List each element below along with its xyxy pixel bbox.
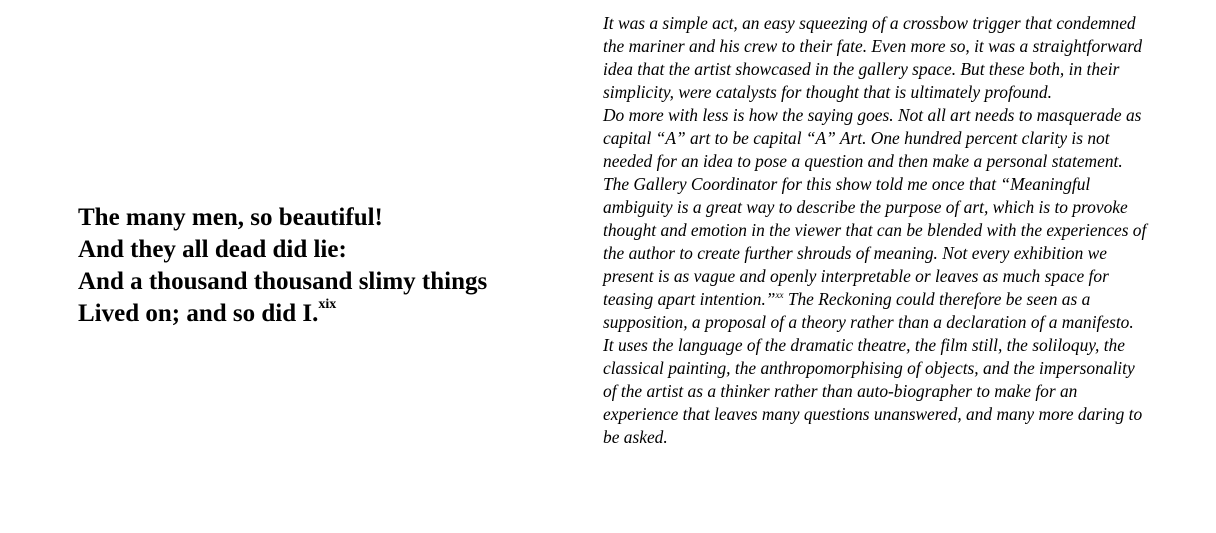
essay-text [603, 12, 1148, 449]
essay-paragraph-1: It was a simple act, an easy squeezing of a crossbow trigger that condemned the mariner and his crew to their fate. Even more so, it was a straightforward idea that the artist showcased in the gallery space. But these both, in their simplicity, were catalysts for thought that is ultimately profound. [603, 13, 1143, 102]
poem-line-1: The many men, so beautiful! [78, 204, 383, 231]
essay-paragraph-2 [603, 104, 1148, 449]
poem-stanza [78, 202, 558, 330]
poem-line-4-text: Lived on; and so did I. [78, 300, 319, 327]
poem-line-3: And a thousand thousand slimy things [78, 268, 488, 295]
poem-footnote-marker: xix [318, 296, 337, 312]
essay-paragraph-2-part-2: The Reckoning could therefore be seen as a supposition, a proposal of a theory rather than a declaration of a manifesto. It uses the language of the dramatic theatre, the film still, the soliloquy, the classical painting, the anthropomorphising of objects, and the impersonality of the artist as a thinker rather than auto-biographer to make for an experience that leaves many questions unanswered, and many more daring to be asked. [603, 289, 1143, 447]
poem-line-2: And they all dead did lie: [78, 236, 347, 263]
poem-line-4 [78, 298, 558, 330]
essay-paragraph-2-part-1: Do more with less is how the saying goes. Not all art needs to masquerade as capital “A” art to be capital “A” Art. One hundred percent clarity is not needed for an idea to pose a question and then make a personal statement. The Gallery Coordinator for this show told me once that “Meaningful ambiguity is a great way to describe the purpose of art, which is to provoke thought and emotion in the viewer that can be blended with the experiences of the author to create further shrouds of meaning. Not every exhibition we present is as vague and openly interpretable or leaves as much space for teasing apart intention.” [603, 105, 1147, 309]
essay-footnote-marker: xx [775, 290, 784, 301]
